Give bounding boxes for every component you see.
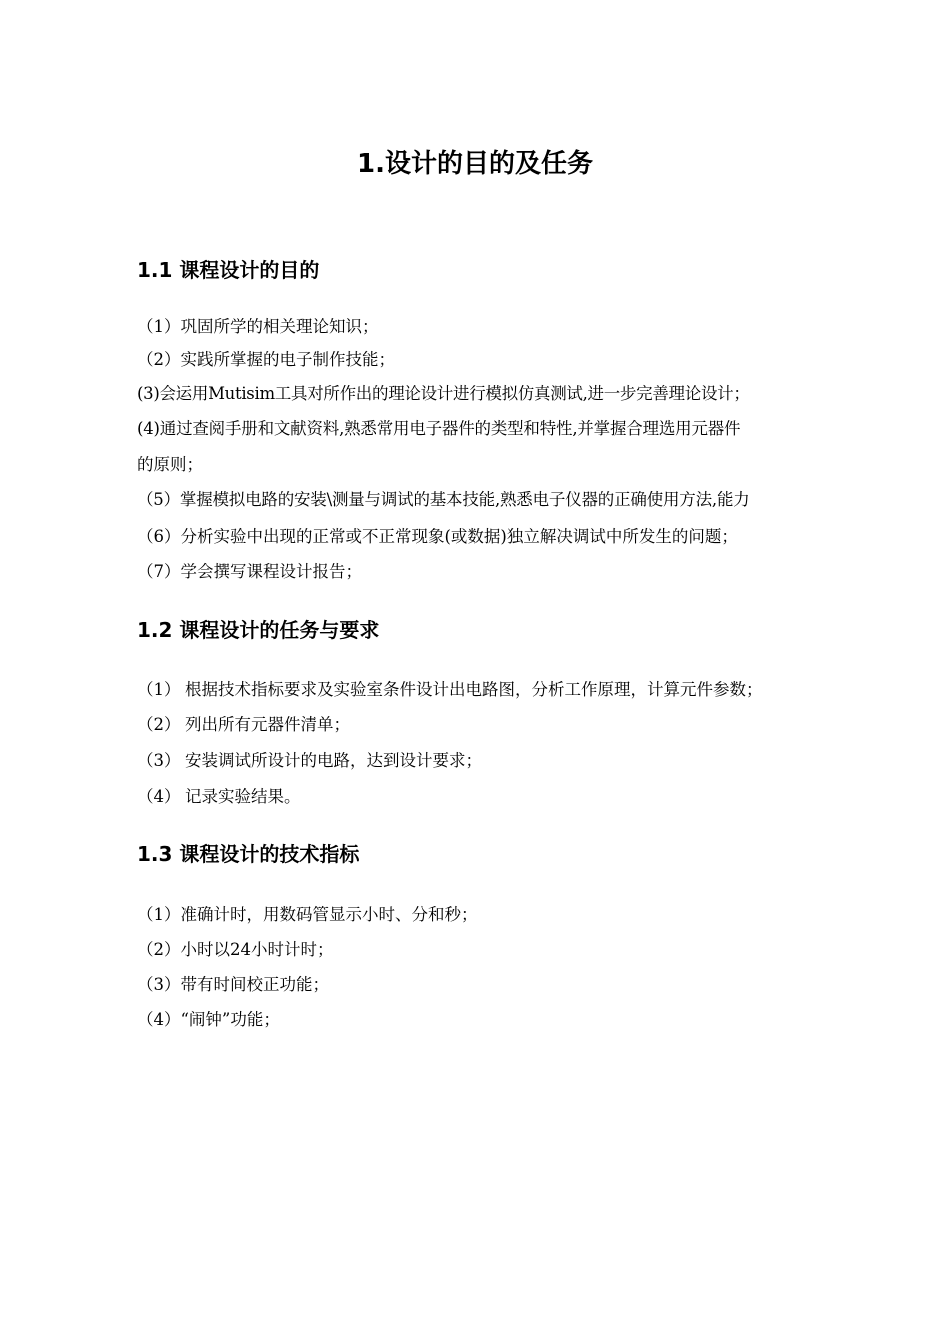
task-item-2 xyxy=(137,713,350,737)
objective-item-4-continued: 的原则； xyxy=(137,455,203,474)
task-item-text: 列出所有元器件清单； xyxy=(185,715,350,734)
objective-item-2: （2）实践所掌握的电子制作技能； xyxy=(137,350,395,369)
objective-item-5: （5）掌握模拟电路的安装\测量与调试的基本技能,熟悉电子仪器的正确使用方法,能力 xyxy=(137,490,750,509)
spec-item-1: （1）准确计时，用数码管显示小时、分和秒； xyxy=(137,905,478,924)
task-item-3 xyxy=(137,749,482,773)
objective-item-4: (4)通过查阅手册和文献资料,熟悉常用电子器件的类型和特性,并掌握合理选用元器件 xyxy=(137,419,741,438)
objective-item-7: （7）学会撰写课程设计报告； xyxy=(137,562,362,581)
task-item-text: 安装调试所设计的电路，达到设计要求； xyxy=(185,751,482,770)
task-item-number: （2） xyxy=(137,715,181,734)
spec-item-4: （4）“闹钟”功能； xyxy=(137,1010,280,1029)
objective-item-3: (3)会运用Mutisim工具对所作出的理论设计进行模拟仿真测试,进一步完善理论设计； xyxy=(137,384,750,403)
objective-item-1: （1）巩固所学的相关理论知识； xyxy=(137,317,379,336)
objective-item-6: （6）分析实验中出现的正常或不正常现象(或数据)独立解决调试中所发生的问题； xyxy=(137,527,738,546)
section-heading-1-1: 1.1 课程设计的目的 xyxy=(137,258,320,282)
task-item-text: 记录实验结果。 xyxy=(185,787,301,806)
spec-item-3: （3）带有时间校正功能； xyxy=(137,975,329,994)
spec-item-2: （2）小时以24小时计时； xyxy=(137,940,334,959)
task-item-number: （1） xyxy=(137,680,181,699)
task-item-number: （4） xyxy=(137,787,181,806)
task-item-4 xyxy=(137,785,301,809)
section-heading-1-2: 1.2 课程设计的任务与要求 xyxy=(137,618,380,642)
task-item-number: （3） xyxy=(137,751,181,770)
task-item-1 xyxy=(137,678,763,702)
task-item-text: 根据技术指标要求及实验室条件设计出电路图，分析工作原理，计算元件参数； xyxy=(185,680,763,699)
section-heading-1-3: 1.3 课程设计的技术指标 xyxy=(137,842,360,866)
page-title: 1.设计的目的及任务 xyxy=(357,149,593,179)
